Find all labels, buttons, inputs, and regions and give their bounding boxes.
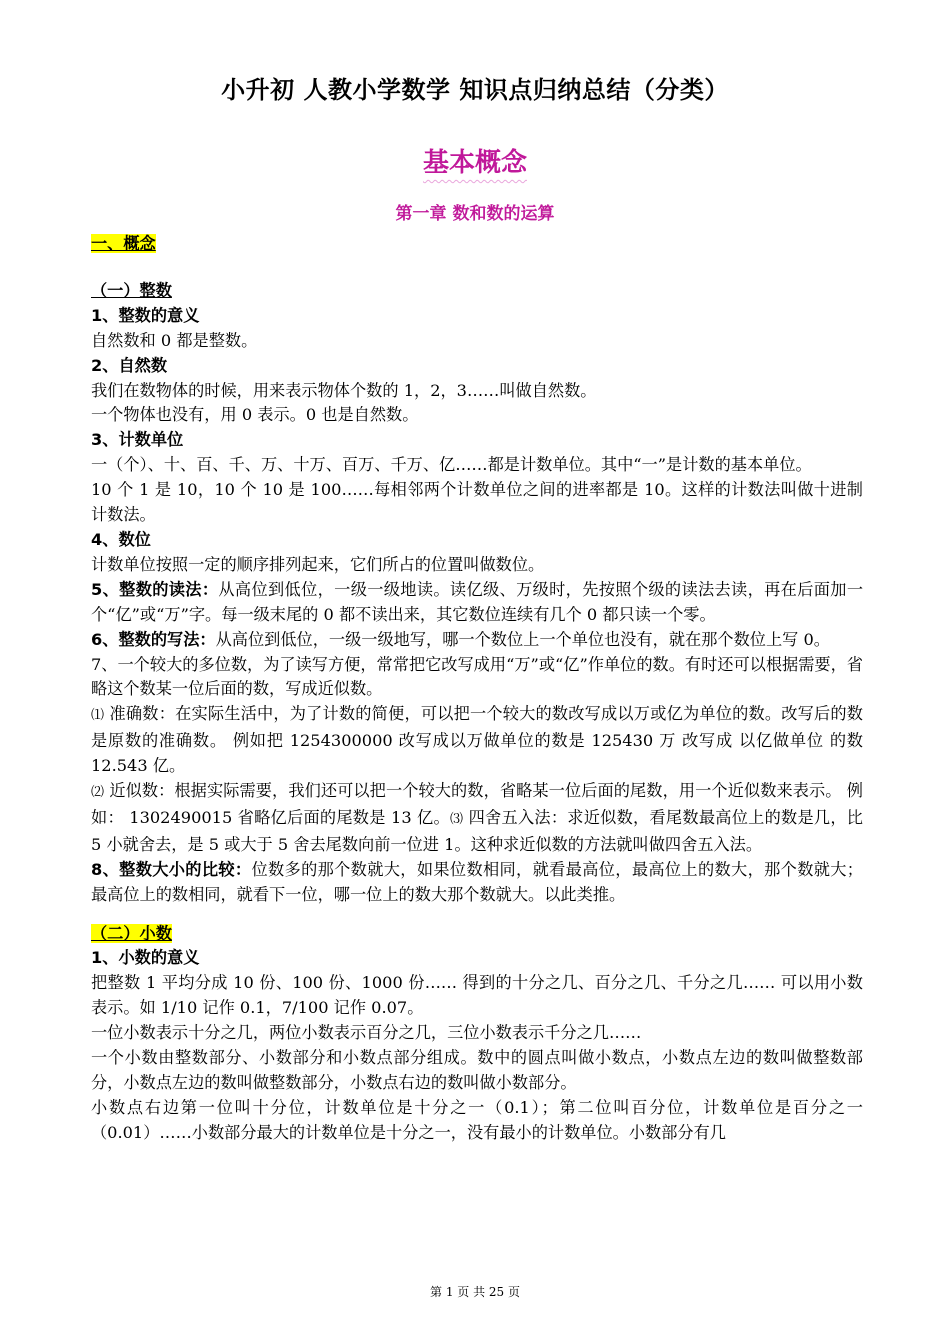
section-title: [0, 142, 950, 179]
subsection-heading-integers: （一）整数: [91, 280, 172, 300]
integer-reading-text: 从高位到低位，一级一级地读。读亿级、万级时，先按照个级的读法去读，再在后面加一个“亿”或“万”字。每一级末尾的 0 都不读出来，其它数位连续有几个 0 都只读一个零。: [91, 579, 864, 624]
approx-number-paragraph: [91, 779, 863, 858]
decimal-text-3: 一个小数由整数部分、小数部分和小数点部分组成。数中的圆点叫做小数点，小数点左边的数叫做整数部分，小数点左边的数叫做整数部分，小数点右边的数叫做小数部分。: [91, 1048, 863, 1092]
integer-reading-paragraph: [91, 578, 863, 628]
natural-number-text-1: 我们在数物体的时候，用来表示物体个数的 1，2，3……叫做自然数。: [91, 380, 597, 400]
list-marker-3: ⑶: [449, 811, 464, 827]
page-footer: 第 1 页 共 25 页: [430, 1285, 520, 1299]
natural-number-heading: 2、自然数: [91, 355, 168, 375]
integer-compare-heading: 8、整数大小的比较：: [91, 859, 252, 879]
large-number-text: 7、一个较大的多位数，为了读写方便，常常把它改写成用“万”或“亿”作单位的数。有时还可以根据需要，省略这个数某一位后面的数，写成近似数。: [91, 654, 863, 699]
subsection-heading-decimals: （二）小数: [91, 923, 172, 943]
integer-compare-paragraph: [91, 858, 863, 908]
natural-number-text-2: 一个物体也没有，用 0 表示。0 也是自然数。: [91, 405, 419, 425]
digit-place-text: 计数单位按照一定的顺序排列起来，它们所占的位置叫做数位。: [91, 554, 545, 574]
list-marker-2: ⑵: [91, 785, 105, 801]
document-body: [91, 232, 863, 1146]
integer-meaning-heading: 1、整数的意义: [91, 305, 200, 325]
integer-writing-heading: 6、整数的写法：: [91, 629, 216, 649]
decimal-text-1: 把整数 1 平均分成 10 份、100 份、1000 份…… 得到的十分之几、百分之几、千分之几…… 可以用小数表示。如 1/10 记作 0.1，7/100 记作 0.07。: [91, 973, 863, 1018]
decimal-meaning-heading: 1、小数的意义: [91, 948, 200, 968]
integer-writing-paragraph: [91, 628, 863, 653]
counting-unit-heading: 3、计数单位: [91, 430, 184, 450]
document-title: 小升初 人教小学数学 知识点归纳总结（分类）: [221, 76, 729, 104]
list-marker-1: ⑴: [91, 708, 105, 724]
rounding-text: 四舍五入法：求近似数，看尾数最高位上的数是几，比 5 小就舍去，是 5 或大于 5 舍去尾数向前一位进 1。这种求近似数的方法就叫做四舍五入法。: [91, 807, 863, 854]
digit-place-heading: 4、数位: [91, 529, 151, 549]
integer-reading-heading: 5、整数的读法：: [91, 579, 219, 599]
decimal-text-2: 一位小数表示十分之几，两位小数表示百分之几，三位小数表示千分之几……: [91, 1023, 642, 1043]
chapter-title: 第一章 数和数的运算: [395, 204, 555, 224]
integer-writing-text: 从高位到低位，一级一级地写，哪一个数位上一个单位也没有，就在那个数位上写 0。: [215, 629, 830, 649]
exact-number-paragraph: [91, 702, 863, 779]
counting-unit-text-2: 10 个 1 是 10，10 个 10 是 100……每相邻两个计数单位之间的进率都是 10。这样的计数法叫做十进制计数法。: [91, 480, 863, 525]
approx-number-text: 近似数：根据实际需要，我们还可以把一个较大的数，省略某一位后面的尾数，用一个近似数来表示。 例如： 1302490015 省略亿后面的尾数是 13 亿。: [91, 781, 863, 827]
exact-number-text: 准确数：在实际生活中，为了计数的简便，可以把一个较大的数改写成以万或亿为单位的数。改写后的数是原数的准确数。 例如把 1254300000 改写成以万做单位的数是 125430 万 改写成 以亿做单位 的数 12.543 亿。: [91, 704, 863, 776]
counting-unit-text-1: 一（个）、十、百、千、万、十万、百万、千万、亿……都是计数单位。其中“一”是计数的基本单位。: [91, 455, 812, 475]
part-heading-concepts: 一、概念: [91, 234, 156, 253]
integer-meaning-text: 自然数和 0 都是整数。: [91, 330, 258, 350]
decimal-text-4: 小数点右边第一位叫十分位，计数单位是十分之一（0.1）；第二位叫百分位，计数单位是百分之一（0.01）……小数部分最大的计数单位是十分之一，没有最小的计数单位。小数部分有几: [91, 1097, 863, 1142]
integer-compare-text: 位数多的那个数就大，如果位数相同，就看最高位，最高位上的数大，那个数就大；最高位上的数相同，就看下一位，哪一位上的数大那个数就大。以此类推。: [91, 859, 863, 904]
section-title-text: 基本概念: [422, 148, 527, 178]
